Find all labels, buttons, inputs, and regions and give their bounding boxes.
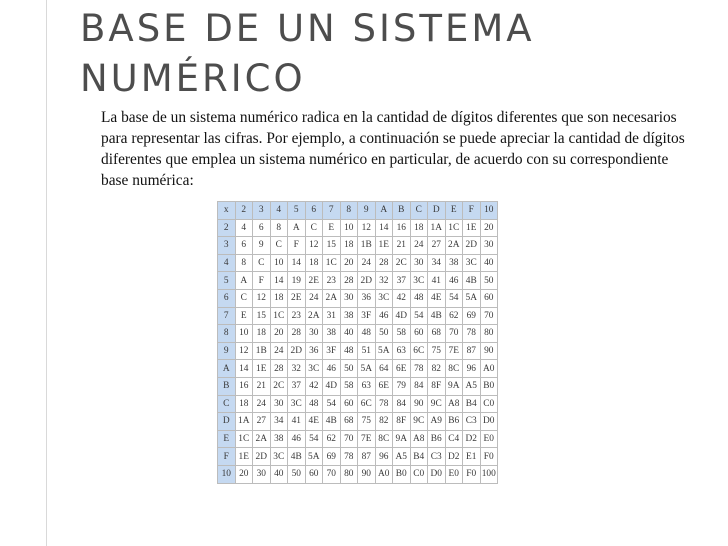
table-cell: 8C bbox=[375, 430, 393, 448]
table-cell: 38 bbox=[445, 254, 463, 272]
table-cell: 70 bbox=[445, 325, 463, 343]
table-cell: 42 bbox=[393, 289, 411, 307]
table-header-cell: 4 bbox=[270, 202, 288, 220]
table-cell: 46 bbox=[445, 272, 463, 290]
table-cell: 70 bbox=[480, 307, 498, 325]
table-cell: 3C bbox=[270, 448, 288, 466]
table-cell: 36 bbox=[305, 342, 323, 360]
table-header-cell: F bbox=[463, 202, 481, 220]
table-cell: 27 bbox=[253, 413, 271, 431]
table-header-cell: E bbox=[445, 202, 463, 220]
table-cell: 9C bbox=[410, 413, 428, 431]
table-cell: 5A bbox=[375, 342, 393, 360]
table-row bbox=[218, 307, 498, 325]
table-header-cell: A bbox=[375, 202, 393, 220]
table-header-cell: F bbox=[218, 448, 236, 466]
table-header-cell: 4 bbox=[218, 254, 236, 272]
table-cell: C3 bbox=[463, 413, 481, 431]
table-cell: C0 bbox=[410, 465, 428, 483]
table-cell: 42 bbox=[305, 377, 323, 395]
table-cell: 63 bbox=[358, 377, 376, 395]
table-cell: 34 bbox=[270, 413, 288, 431]
title-line-2: NUMÉRICO bbox=[80, 57, 306, 100]
table-cell: 3F bbox=[358, 307, 376, 325]
table-cell: 18 bbox=[305, 254, 323, 272]
table-cell: 54 bbox=[445, 289, 463, 307]
table-cell: 27 bbox=[428, 237, 446, 255]
table-cell: 14 bbox=[288, 254, 306, 272]
table-cell: 30 bbox=[305, 325, 323, 343]
table-cell: 5A bbox=[305, 448, 323, 466]
table-cell: 1C bbox=[445, 219, 463, 237]
table-cell: B4 bbox=[410, 448, 428, 466]
table-cell: 24 bbox=[358, 254, 376, 272]
table-cell: 2D bbox=[288, 342, 306, 360]
table-cell: 63 bbox=[393, 342, 411, 360]
table-header-cell: 3 bbox=[218, 237, 236, 255]
table-cell: 6 bbox=[235, 237, 253, 255]
table-cell: F0 bbox=[480, 448, 498, 466]
table-cell: 38 bbox=[270, 430, 288, 448]
table-cell: 50 bbox=[288, 465, 306, 483]
table-header-cell: 5 bbox=[218, 272, 236, 290]
table-cell: 87 bbox=[358, 448, 376, 466]
table-cell: 1C bbox=[323, 254, 341, 272]
table-cell: E bbox=[235, 307, 253, 325]
table-cell: C bbox=[235, 289, 253, 307]
table-cell: 18 bbox=[253, 325, 271, 343]
table-cell: 4B bbox=[288, 448, 306, 466]
table-cell: 50 bbox=[375, 325, 393, 343]
table-cell: E0 bbox=[480, 430, 498, 448]
table-cell: 1A bbox=[235, 413, 253, 431]
table-cell: 23 bbox=[288, 307, 306, 325]
table-header-cell: 6 bbox=[305, 202, 323, 220]
table-cell: 21 bbox=[393, 237, 411, 255]
table-cell: B6 bbox=[428, 430, 446, 448]
table-cell: C bbox=[270, 237, 288, 255]
table-cell: 20 bbox=[480, 219, 498, 237]
table-cell: 8F bbox=[428, 377, 446, 395]
table-cell: 9 bbox=[253, 237, 271, 255]
table-cell: 1E bbox=[235, 448, 253, 466]
table-cell: 46 bbox=[288, 430, 306, 448]
table-cell: 9A bbox=[393, 430, 411, 448]
table-cell: 79 bbox=[393, 377, 411, 395]
table-cell: 14 bbox=[270, 272, 288, 290]
table-cell: 18 bbox=[235, 395, 253, 413]
table-header-cell: B bbox=[393, 202, 411, 220]
table-row bbox=[218, 254, 498, 272]
table-cell: 78 bbox=[340, 448, 358, 466]
table-cell: 20 bbox=[340, 254, 358, 272]
table-cell: 38 bbox=[323, 325, 341, 343]
table-cell: 46 bbox=[375, 307, 393, 325]
table-cell: C bbox=[305, 219, 323, 237]
table-cell: 96 bbox=[375, 448, 393, 466]
table-cell: 2C bbox=[393, 254, 411, 272]
table-cell: 23 bbox=[323, 272, 341, 290]
table-cell: A5 bbox=[393, 448, 411, 466]
table-header-row bbox=[218, 202, 498, 220]
table-cell: 2E bbox=[288, 289, 306, 307]
table-cell: A0 bbox=[480, 360, 498, 378]
table-cell: 75 bbox=[358, 413, 376, 431]
table-cell: 69 bbox=[463, 307, 481, 325]
table-cell: 90 bbox=[358, 465, 376, 483]
table-cell: 19 bbox=[288, 272, 306, 290]
table-cell: 37 bbox=[393, 272, 411, 290]
table-cell: 96 bbox=[463, 360, 481, 378]
table-cell: 82 bbox=[428, 360, 446, 378]
table-cell: 7E bbox=[358, 430, 376, 448]
table-cell: 4D bbox=[393, 307, 411, 325]
table-cell: 28 bbox=[288, 325, 306, 343]
table-cell: 40 bbox=[480, 254, 498, 272]
table-cell: 4B bbox=[428, 307, 446, 325]
table-header-cell: 10 bbox=[480, 202, 498, 220]
table-cell: 2C bbox=[270, 377, 288, 395]
table-cell: 32 bbox=[288, 360, 306, 378]
table-cell: E0 bbox=[445, 465, 463, 483]
table-header-cell: 9 bbox=[218, 342, 236, 360]
table-cell: A bbox=[288, 219, 306, 237]
table-cell: 10 bbox=[340, 219, 358, 237]
table-cell: 16 bbox=[393, 219, 411, 237]
table-cell: C3 bbox=[428, 448, 446, 466]
table-cell: 14 bbox=[235, 360, 253, 378]
table-header-cell: D bbox=[428, 202, 446, 220]
table-cell: 6E bbox=[375, 377, 393, 395]
table-header-cell: 2 bbox=[218, 219, 236, 237]
table-cell: 3C bbox=[288, 395, 306, 413]
table-cell: 2A bbox=[253, 430, 271, 448]
table-cell: 28 bbox=[375, 254, 393, 272]
table-cell: D2 bbox=[445, 448, 463, 466]
table-row bbox=[218, 219, 498, 237]
table-cell: 1E bbox=[253, 360, 271, 378]
table-cell: D0 bbox=[480, 413, 498, 431]
table-cell: 3F bbox=[323, 342, 341, 360]
table-cell: 30 bbox=[480, 237, 498, 255]
table-cell: 60 bbox=[340, 395, 358, 413]
table-cell: 54 bbox=[323, 395, 341, 413]
table-cell: 12 bbox=[358, 219, 376, 237]
table-cell: 58 bbox=[340, 377, 358, 395]
table-cell: 6E bbox=[393, 360, 411, 378]
slide-border-line bbox=[46, 0, 47, 546]
table-cell: 12 bbox=[305, 237, 323, 255]
table-cell: 18 bbox=[410, 219, 428, 237]
table-cell: 5A bbox=[463, 289, 481, 307]
table-cell: 24 bbox=[253, 395, 271, 413]
table-cell: A8 bbox=[410, 430, 428, 448]
slide-title bbox=[80, 4, 720, 104]
table-cell: 31 bbox=[323, 307, 341, 325]
table-cell: 8C bbox=[445, 360, 463, 378]
table-cell: 20 bbox=[235, 465, 253, 483]
table-cell: 2A bbox=[305, 307, 323, 325]
table-cell: 4B bbox=[323, 413, 341, 431]
table-cell: 9A bbox=[445, 377, 463, 395]
table-row bbox=[218, 325, 498, 343]
table-row bbox=[218, 377, 498, 395]
table-cell: 84 bbox=[393, 395, 411, 413]
table-cell: 90 bbox=[410, 395, 428, 413]
table-cell: B6 bbox=[445, 413, 463, 431]
table-cell: 60 bbox=[410, 325, 428, 343]
table-cell: B0 bbox=[480, 377, 498, 395]
table-cell: 60 bbox=[305, 465, 323, 483]
table-cell: 8 bbox=[270, 219, 288, 237]
table-cell: A9 bbox=[428, 413, 446, 431]
table-cell: 80 bbox=[340, 465, 358, 483]
table-row bbox=[218, 237, 498, 255]
table-header-cell: 7 bbox=[323, 202, 341, 220]
table-cell: 54 bbox=[305, 430, 323, 448]
table-cell: 58 bbox=[393, 325, 411, 343]
table-cell: 6C bbox=[410, 342, 428, 360]
table-cell: 10 bbox=[235, 325, 253, 343]
table-header-cell: 7 bbox=[218, 307, 236, 325]
table-cell: 54 bbox=[410, 307, 428, 325]
table-header-cell: A bbox=[218, 360, 236, 378]
table-cell: 48 bbox=[340, 342, 358, 360]
table-cell: 37 bbox=[288, 377, 306, 395]
table-cell: 8 bbox=[235, 254, 253, 272]
table-cell: 3C bbox=[375, 289, 393, 307]
table-cell: F bbox=[288, 237, 306, 255]
table-cell: 62 bbox=[445, 307, 463, 325]
table-row bbox=[218, 342, 498, 360]
title-line-1: BASE DE UN SISTEMA bbox=[80, 7, 535, 50]
table-cell: F0 bbox=[463, 465, 481, 483]
table-header-cell: x bbox=[218, 202, 236, 220]
table-cell: 68 bbox=[428, 325, 446, 343]
table-header-cell: B bbox=[218, 377, 236, 395]
table-cell: 16 bbox=[235, 377, 253, 395]
table-cell: 6C bbox=[358, 395, 376, 413]
table-header-cell: 5 bbox=[288, 202, 306, 220]
table-cell: 34 bbox=[428, 254, 446, 272]
table-cell: 68 bbox=[340, 413, 358, 431]
table-cell: 3C bbox=[463, 254, 481, 272]
table-header-cell: 9 bbox=[358, 202, 376, 220]
table-cell: 1C bbox=[270, 307, 288, 325]
table-cell: 50 bbox=[340, 360, 358, 378]
table-cell: 28 bbox=[270, 360, 288, 378]
table-cell: 48 bbox=[410, 289, 428, 307]
table-cell: 82 bbox=[375, 413, 393, 431]
table-cell: 2A bbox=[445, 237, 463, 255]
table-header-cell: 6 bbox=[218, 289, 236, 307]
table-cell: A bbox=[235, 272, 253, 290]
table-cell: 30 bbox=[410, 254, 428, 272]
multiplication-table bbox=[217, 201, 498, 484]
table-cell: C bbox=[253, 254, 271, 272]
table-cell: 78 bbox=[463, 325, 481, 343]
table-cell: B0 bbox=[393, 465, 411, 483]
table-cell: 15 bbox=[253, 307, 271, 325]
table-cell: 5A bbox=[358, 360, 376, 378]
table-cell: 24 bbox=[410, 237, 428, 255]
table-row bbox=[218, 413, 498, 431]
table-cell: 18 bbox=[340, 237, 358, 255]
table-cell: 15 bbox=[323, 237, 341, 255]
table-cell: 4E bbox=[305, 413, 323, 431]
table-header-cell: D bbox=[218, 413, 236, 431]
table-cell: 3C bbox=[410, 272, 428, 290]
table-cell: 84 bbox=[410, 377, 428, 395]
table-cell: 28 bbox=[340, 272, 358, 290]
table-cell: 24 bbox=[270, 342, 288, 360]
table-cell: 4 bbox=[235, 219, 253, 237]
table-row bbox=[218, 289, 498, 307]
table-cell: 7E bbox=[445, 342, 463, 360]
table-cell: 2D bbox=[358, 272, 376, 290]
table-cell: 87 bbox=[463, 342, 481, 360]
table-cell: E bbox=[323, 219, 341, 237]
table-cell: 14 bbox=[375, 219, 393, 237]
table-cell: 51 bbox=[358, 342, 376, 360]
table-cell: 1B bbox=[253, 342, 271, 360]
table-header-cell: C bbox=[218, 395, 236, 413]
table-cell: 30 bbox=[270, 395, 288, 413]
table-cell: 32 bbox=[375, 272, 393, 290]
table-row bbox=[218, 430, 498, 448]
table-cell: 48 bbox=[358, 325, 376, 343]
table-row bbox=[218, 360, 498, 378]
table-cell: 21 bbox=[253, 377, 271, 395]
table-cell: 3C bbox=[305, 360, 323, 378]
table-cell: 46 bbox=[323, 360, 341, 378]
table-cell: 2A bbox=[323, 289, 341, 307]
table-cell: 4E bbox=[428, 289, 446, 307]
table-cell: 4D bbox=[323, 377, 341, 395]
table-header-cell: 3 bbox=[253, 202, 271, 220]
slide-paragraph: La base de un sistema numérico radica en la cantidad de dígitos diferentes que son necesarios para representar las cifras. Por ejemplo, a continuación se puede apreciar la cantidad de dígitos diferentes que emplea un sistema numérico en particular, de acuerdo con su correspondiente base numérica: bbox=[101, 109, 685, 189]
table-cell: 80 bbox=[480, 325, 498, 343]
table-cell: A0 bbox=[375, 465, 393, 483]
table-cell: 1E bbox=[375, 237, 393, 255]
table-row bbox=[218, 272, 498, 290]
table-row bbox=[218, 448, 498, 466]
table-cell: 90 bbox=[480, 342, 498, 360]
table-cell: 78 bbox=[375, 395, 393, 413]
table-cell: 1E bbox=[463, 219, 481, 237]
table-cell: 30 bbox=[340, 289, 358, 307]
table-cell: 100 bbox=[480, 465, 498, 483]
table-cell: 75 bbox=[428, 342, 446, 360]
table-cell: 69 bbox=[323, 448, 341, 466]
table-header-cell: 8 bbox=[218, 325, 236, 343]
table-header-cell: 8 bbox=[340, 202, 358, 220]
table-cell: 50 bbox=[480, 272, 498, 290]
table-cell: A5 bbox=[463, 377, 481, 395]
table-cell: 60 bbox=[480, 289, 498, 307]
table-header-cell: C bbox=[410, 202, 428, 220]
table-cell: 9C bbox=[428, 395, 446, 413]
table-cell: 2E bbox=[305, 272, 323, 290]
table-cell: 1B bbox=[358, 237, 376, 255]
table-cell: A8 bbox=[445, 395, 463, 413]
table-row bbox=[218, 465, 498, 483]
table-cell: 2D bbox=[463, 237, 481, 255]
table-cell: 18 bbox=[270, 289, 288, 307]
table-cell: 70 bbox=[340, 430, 358, 448]
table-cell: 1A bbox=[428, 219, 446, 237]
table-cell: 48 bbox=[305, 395, 323, 413]
table-cell: 8F bbox=[393, 413, 411, 431]
table-cell: D2 bbox=[463, 430, 481, 448]
table-cell: 4B bbox=[463, 272, 481, 290]
table-cell: 6 bbox=[253, 219, 271, 237]
table-cell: 41 bbox=[288, 413, 306, 431]
table-cell: F bbox=[253, 272, 271, 290]
table-cell: C0 bbox=[480, 395, 498, 413]
table-cell: 1C bbox=[235, 430, 253, 448]
table-cell: 64 bbox=[375, 360, 393, 378]
table-cell: 20 bbox=[270, 325, 288, 343]
table-cell: 38 bbox=[340, 307, 358, 325]
table-cell: 36 bbox=[358, 289, 376, 307]
table-cell: 70 bbox=[323, 465, 341, 483]
table-cell: 78 bbox=[410, 360, 428, 378]
table-cell: 40 bbox=[270, 465, 288, 483]
table-cell: 62 bbox=[323, 430, 341, 448]
table-header-cell: E bbox=[218, 430, 236, 448]
table-cell: B4 bbox=[463, 395, 481, 413]
table-cell: 12 bbox=[253, 289, 271, 307]
table-cell: 41 bbox=[428, 272, 446, 290]
table-row bbox=[218, 395, 498, 413]
table-cell: D0 bbox=[428, 465, 446, 483]
table-cell: E1 bbox=[463, 448, 481, 466]
table-cell: C4 bbox=[445, 430, 463, 448]
table-cell: 40 bbox=[340, 325, 358, 343]
table-header-cell: 10 bbox=[218, 465, 236, 483]
table-cell: 12 bbox=[235, 342, 253, 360]
table-header-cell: 2 bbox=[235, 202, 253, 220]
table-cell: 30 bbox=[253, 465, 271, 483]
table-cell: 24 bbox=[305, 289, 323, 307]
table-cell: 2D bbox=[253, 448, 271, 466]
table-cell: 10 bbox=[270, 254, 288, 272]
